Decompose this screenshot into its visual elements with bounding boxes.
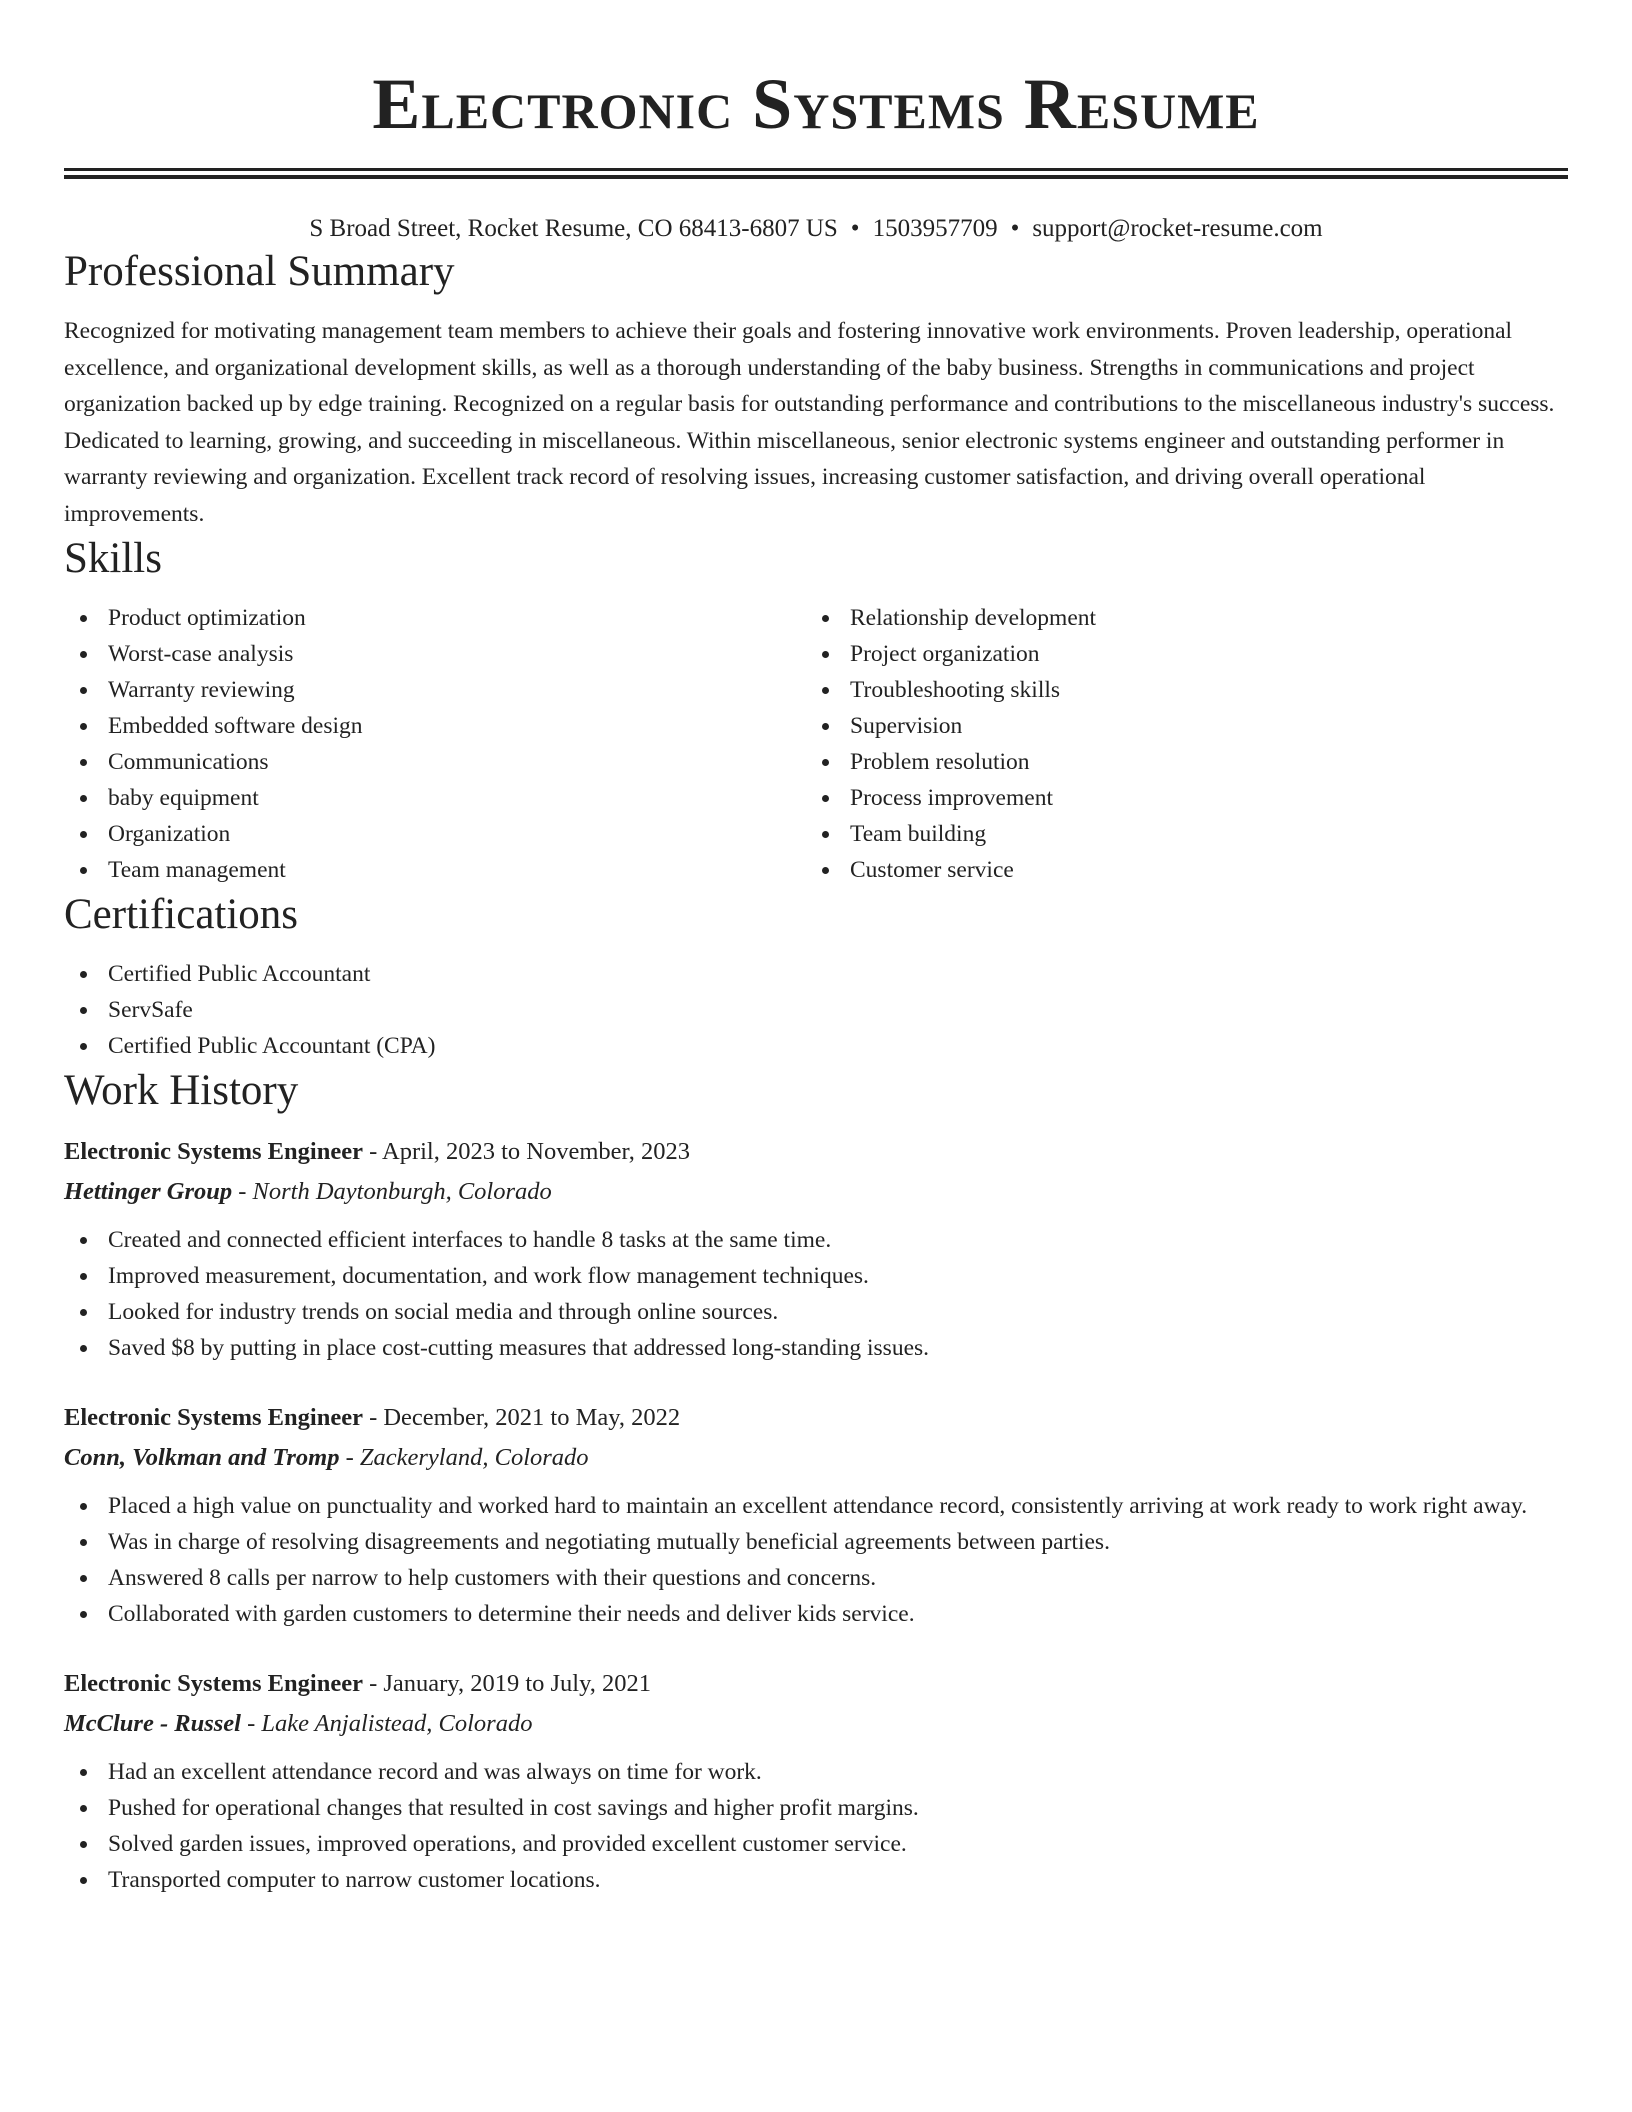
skill-item: Team building	[806, 816, 1548, 852]
company-line	[64, 1172, 1568, 1212]
job-duty: Answered 8 calls per narrow to help customers with their questions and concerns.	[64, 1560, 1568, 1596]
contact-phone: 1503957709	[872, 215, 998, 242]
job-duty: Was in charge of resolving disagreements and negotiating mutually beneficial agreements between parties.	[64, 1524, 1568, 1560]
job-duty: Created and connected efficient interfaces to handle 8 tasks at the same time.	[64, 1222, 1568, 1258]
job-duty: Collaborated with garden customers to determine their needs and deliver kids service.	[64, 1596, 1568, 1632]
job-duties-list	[64, 1488, 1568, 1632]
skills-list-right	[806, 600, 1548, 888]
skills-heading: Skills	[64, 535, 162, 582]
company-location: - Lake Anjalistead, Colorado	[240, 1710, 533, 1737]
skill-item: Problem resolution	[806, 744, 1548, 780]
company-name: Conn, Volkman and Tromp	[64, 1444, 340, 1471]
job-duty: Placed a high value on punctuality and worked hard to maintain an excellent attendance record, consistently arriving at work ready to work right away.	[64, 1488, 1568, 1524]
company-line	[64, 1438, 1568, 1478]
skill-item: Organization	[64, 816, 806, 852]
resume-page	[64, 0, 1568, 1898]
contact-separator: •	[850, 215, 860, 242]
contact-address: S Broad Street, Rocket Resume, CO 68413-6807 US	[309, 215, 838, 242]
skill-item: Project organization	[806, 636, 1548, 672]
summary-heading: Professional Summary	[64, 248, 455, 295]
contact-line	[64, 213, 1568, 245]
work-history-heading: Work History	[64, 1067, 299, 1114]
certifications-list	[64, 956, 1568, 1064]
skill-item: Supervision	[806, 708, 1548, 744]
company-name: McClure - Russel	[64, 1710, 241, 1737]
job-title-line	[64, 1398, 1568, 1438]
skill-item: Relationship development	[806, 600, 1548, 636]
job-entry	[64, 1664, 1568, 1898]
certification-item: ServSafe	[64, 992, 1568, 1028]
certification-item: Certified Public Accountant (CPA)	[64, 1028, 1568, 1064]
skill-item: Team management	[64, 852, 806, 888]
certifications-heading: Certifications	[64, 891, 299, 938]
job-title: Electronic Systems Engineer	[64, 1138, 363, 1165]
skill-item: Communications	[64, 744, 806, 780]
company-location: - Zackeryland, Colorado	[339, 1444, 589, 1471]
skill-item: Embedded software design	[64, 708, 806, 744]
company-location: - North Daytonburgh, Colorado	[232, 1178, 552, 1205]
job-entry	[64, 1398, 1568, 1632]
job-title-line	[64, 1132, 1568, 1172]
job-title-line	[64, 1664, 1568, 1704]
job-dates: - April, 2023 to November, 2023	[362, 1138, 690, 1165]
summary-text: Recognized for motivating management team members to achieve their goals and fostering innovative work environments. Proven leadership, operational excellence, and organizational development skills, as well as a thorough understanding of the baby business. Strengths in communications and project organization backed up by edge training. Recognized on a regular basis for outstanding performance and contributions to the miscellaneous industry's success. Dedicated to learning, growing, and succeeding in miscellaneous. Within miscellaneous, senior electronic systems engineer and outstanding performer in warranty reviewing and organization. Excellent track record of resolving issues, increasing customer satisfaction, and driving overall operational improvements.	[64, 318, 1555, 527]
resume-title: Electronic Systems Resume	[372, 64, 1260, 144]
skill-item: Product optimization	[64, 600, 806, 636]
job-dates: - December, 2021 to May, 2022	[362, 1404, 681, 1431]
contact-email: support@rocket-resume.com	[1032, 215, 1323, 242]
company-line	[64, 1704, 1568, 1744]
job-entry	[64, 1132, 1568, 1366]
job-title: Electronic Systems Engineer	[64, 1670, 363, 1697]
skills-columns	[64, 600, 1568, 888]
job-dates: - January, 2019 to July, 2021	[362, 1670, 652, 1697]
contact-separator: •	[1010, 215, 1020, 242]
job-duty: Pushed for operational changes that resulted in cost savings and higher profit margins.	[64, 1790, 1568, 1826]
job-duties-list	[64, 1222, 1568, 1366]
job-duty: Improved measurement, documentation, and work flow management techniques.	[64, 1258, 1568, 1294]
title-divider	[64, 168, 1568, 179]
certification-item: Certified Public Accountant	[64, 956, 1568, 992]
job-duty: Had an excellent attendance record and was always on time for work.	[64, 1754, 1568, 1790]
skill-item: Troubleshooting skills	[806, 672, 1548, 708]
company-name: Hettinger Group	[64, 1178, 233, 1205]
job-duty: Saved $8 by putting in place cost-cutting measures that addressed long-standing issues.	[64, 1330, 1568, 1366]
job-duties-list	[64, 1754, 1568, 1898]
skill-item: baby equipment	[64, 780, 806, 816]
job-duty: Transported computer to narrow customer locations.	[64, 1862, 1568, 1898]
skills-list-left	[64, 600, 806, 888]
skill-item: Warranty reviewing	[64, 672, 806, 708]
job-duty: Looked for industry trends on social media and through online sources.	[64, 1294, 1568, 1330]
skill-item: Worst-case analysis	[64, 636, 806, 672]
job-title: Electronic Systems Engineer	[64, 1404, 363, 1431]
job-duty: Solved garden issues, improved operations, and provided excellent customer service.	[64, 1826, 1568, 1862]
skill-item: Customer service	[806, 852, 1548, 888]
skill-item: Process improvement	[806, 780, 1548, 816]
